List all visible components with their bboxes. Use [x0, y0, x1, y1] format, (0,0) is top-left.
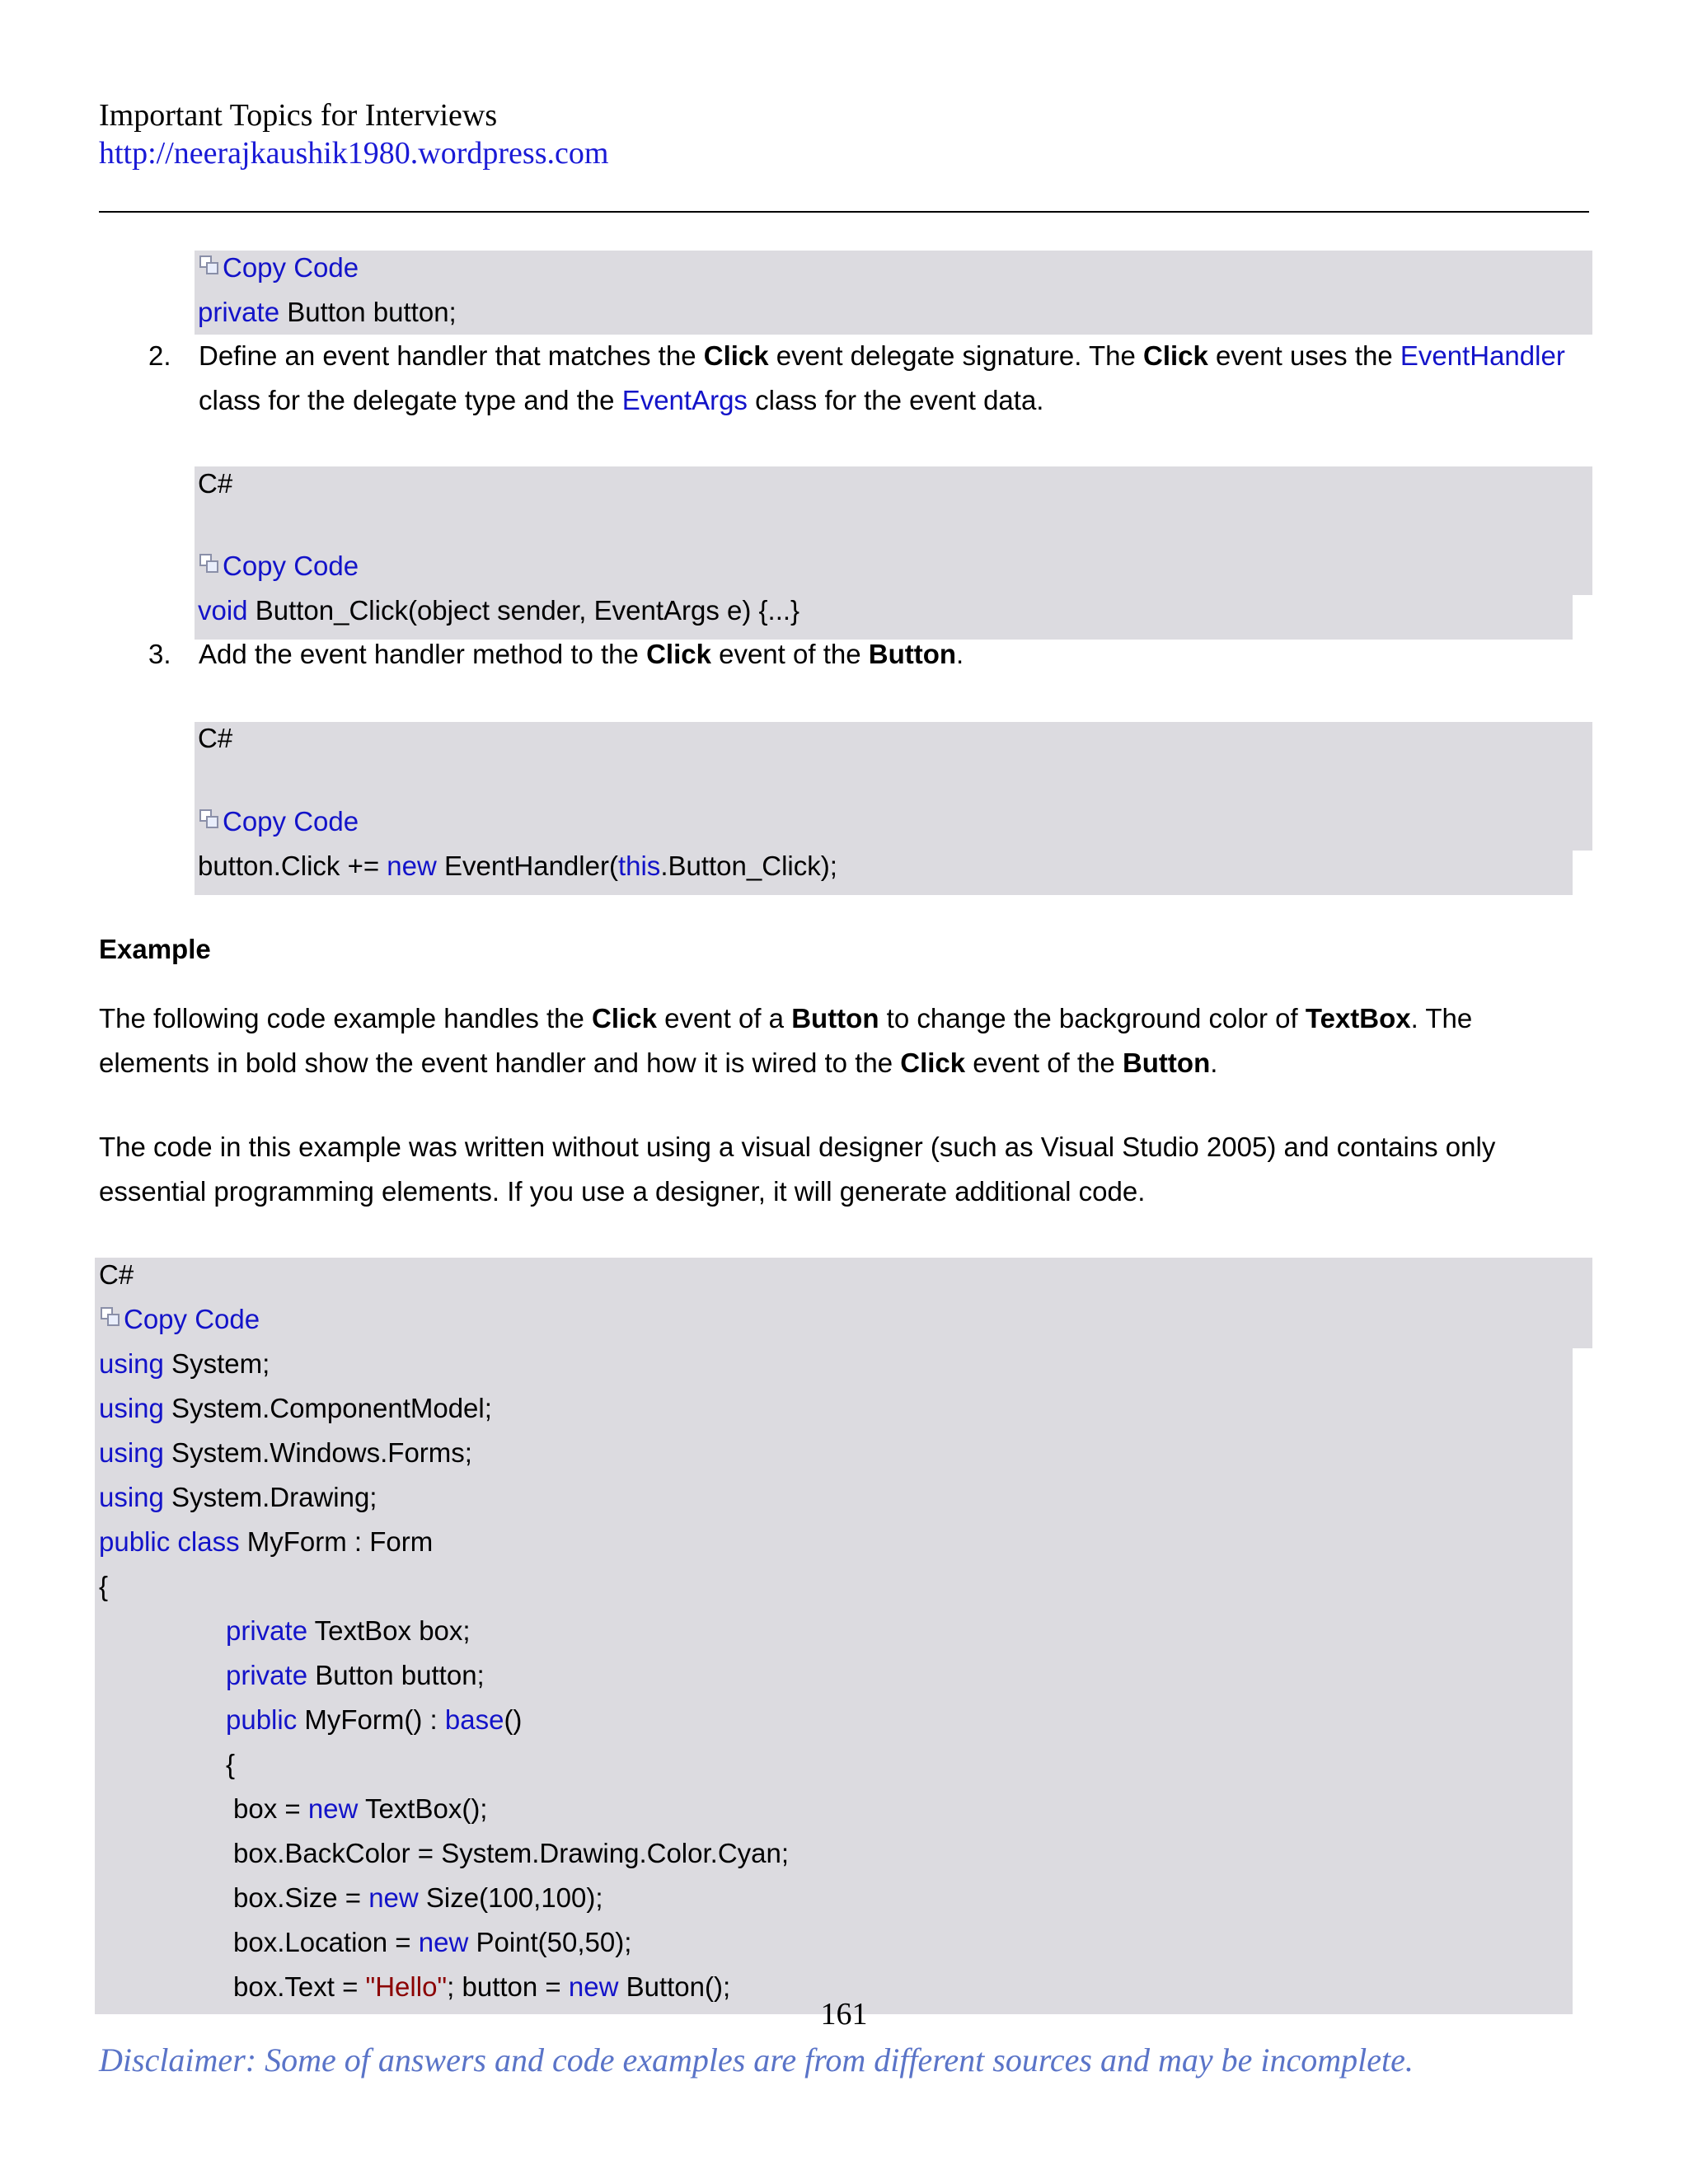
code-line: void Button_Click(object sender, EventArgs e) {...} [198, 595, 800, 626]
eventargs-link[interactable]: EventArgs [621, 385, 748, 415]
code-line: box = new TextBox(); [233, 1793, 488, 1824]
code-block-4-bg-top [95, 1258, 1592, 1348]
step-2-text-line-2: class for the delegate type and the EventArgs class for the event data. [199, 385, 1044, 415]
code-line: public MyForm() : base() [226, 1704, 523, 1735]
code-line: using System.Drawing; [99, 1482, 377, 1512]
example-heading: Example [99, 934, 211, 964]
code-line: public class MyForm : Form [99, 1526, 434, 1557]
code-line: { [99, 1571, 109, 1601]
code-line: box.BackColor = System.Drawing.Color.Cyan; [233, 1838, 790, 1868]
example-paragraph-2-line-1: The code in this example was written without using a visual designer (such as Visual Studio 2005) and contains only [99, 1132, 1496, 1162]
code-line: using System.Windows.Forms; [99, 1437, 472, 1468]
copy-icon [99, 1307, 122, 1327]
eventhandler-link[interactable]: EventHandler [1400, 340, 1565, 371]
copy-code-button[interactable]: Copy Code [198, 799, 359, 844]
code-line: private Button button; [226, 1660, 485, 1690]
example-paragraph-line-2: elements in bold show the event handler and how it is wired to the Click event of the Button. [99, 1047, 1218, 1078]
copy-icon [198, 554, 221, 574]
code-line: box.Size = new Size(100,100); [233, 1882, 603, 1913]
language-label: C# [198, 723, 233, 753]
list-number: 3. [148, 639, 171, 669]
copy-code-button[interactable]: Copy Code [198, 544, 359, 588]
language-label: C# [198, 468, 233, 499]
step-2-text-line-1: Define an event handler that matches the Click event delegate signature. The Click event uses the EventHandler [199, 340, 1565, 371]
code-block-3-bg-top [195, 722, 1592, 851]
example-paragraph-2-line-2: essential programming elements. If you use a designer, it will generate additional code. [99, 1176, 1146, 1207]
code-line: private TextBox box; [226, 1615, 471, 1646]
code-line: private Button button; [198, 297, 457, 327]
copy-icon [198, 255, 221, 275]
code-line: box.Location = new Point(50,50); [233, 1927, 632, 1957]
disclaimer: Disclaimer: Some of answers and code examples are from different sources and may be incomplete. [99, 2041, 1414, 2079]
copy-icon [198, 809, 221, 829]
list-number: 2. [148, 340, 171, 371]
code-line: using System; [99, 1348, 270, 1379]
copy-code-button[interactable]: Copy Code [99, 1297, 260, 1342]
code-line: using System.ComponentModel; [99, 1393, 492, 1423]
header-url-link[interactable]: http://neerajkaushik1980.wordpress.com [99, 136, 609, 171]
step-3-text: Add the event handler method to the Click event of the Button. [199, 639, 964, 669]
document-title: Important Topics for Interviews [99, 98, 498, 133]
code-line: button.Click += new EventHandler(this.Button_Click); [198, 851, 837, 881]
code-line: box.Text = "Hello"; button = new Button(); [233, 1971, 731, 2002]
header-divider [99, 211, 1589, 213]
example-paragraph-line-1: The following code example handles the Click event of a Button to change the background color of TextBox. The [99, 1003, 1473, 1033]
language-label: C# [99, 1259, 134, 1290]
code-block-2-bg-top [195, 466, 1592, 595]
page-number: 161 [820, 1997, 868, 2032]
copy-code-button[interactable]: Copy Code [198, 246, 359, 290]
code-line: { [226, 1749, 236, 1779]
